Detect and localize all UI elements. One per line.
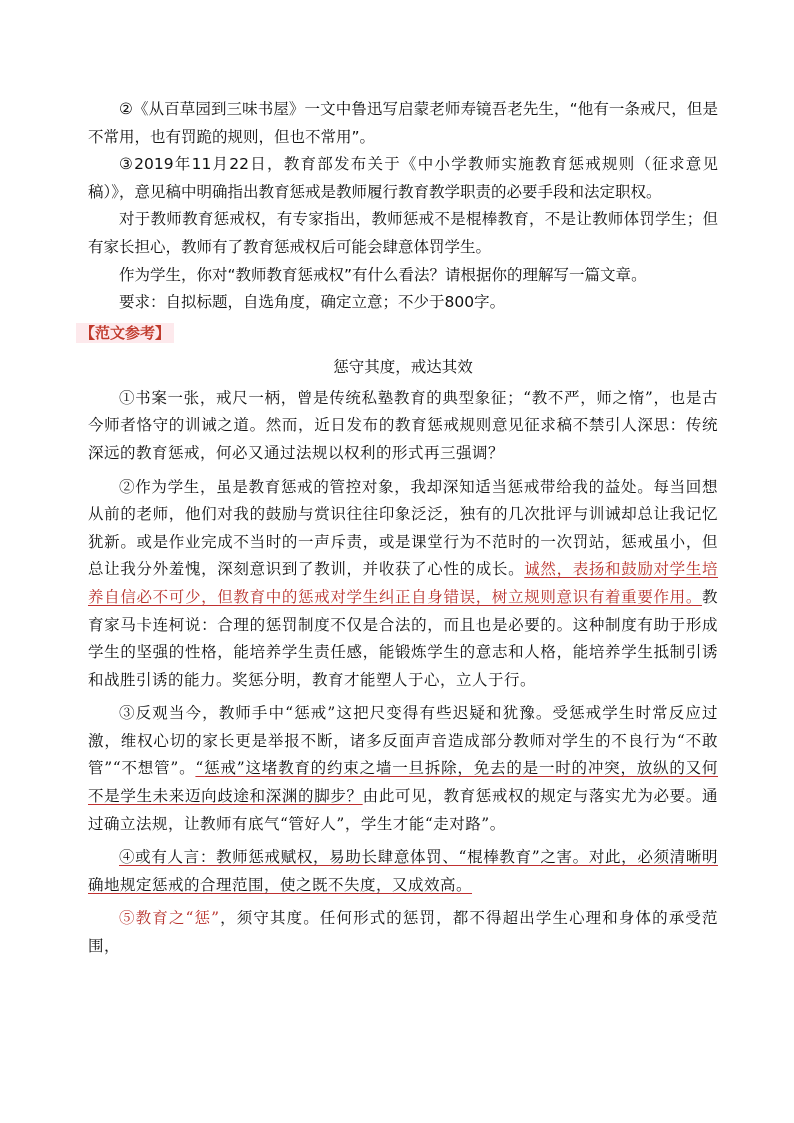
essay-paragraph-1: ①书案一张，戒尺一柄，曾是传统私塾教育的典型象征；“教不严，师之惰”，也是古今师者恪守的训诫之道。然而，近日发布的教育惩戒规则意见征求稿不禁引人深思：传统深远的教育惩戒，何必又通过法规以权利的形式再三强调？	[88, 388, 718, 462]
essay-underlined-sentence-1: 诚然，表扬和鼓励对学生培养自信必不可少，但教育中的惩戒对学生纠正自身错误，树立规则意识有着重要作用。	[88, 560, 718, 606]
essay-paragraph-2-tail: 教育家马卡连柯说：合理的惩罚制度不仅是合法的，而且也是必要的。这种制度有助于形成学生的坚强的性格，能培养学生责任感，能锻炼学生的意志和人格，能培养学生抵制引诱和战胜引诱的能力。奖惩分明，教育才能塑人于心，立人于行。	[88, 587, 718, 689]
essay-paragraph-4: ④或有人言：教师惩戒赋权，易助长肆意体罚、“棍棒教育”之害。对此，必须清晰明确地规定惩戒的合理范围，使之既不失度，又成效高。	[88, 848, 718, 894]
essay-paragraph-5-lead: ⑤教育之“惩”	[119, 909, 220, 928]
essay-paragraph-3-tail: 由此可见，教育惩戒权的规定与落实尤为必要。通过确立法规，让教师有底气“管好人”，学生才能“走对路”。	[88, 787, 718, 833]
section-tag: 【范文参考】	[76, 323, 174, 343]
essay-paragraph-3	[88, 700, 718, 838]
document-page	[80, 96, 718, 961]
essay-paragraph-5-text: ，须守其度。任何形式的惩罚，都不得超出学生心理和身体的承受范围，	[88, 909, 718, 956]
essay-paragraph-3-text: ③反观当今，教师手中“惩戒”这把尺变得有些迟疑和犹豫。受惩戒学生时常反应过激，维权心切的家长更是举报不断，诸多反面声音造成部分教师对学生的不良行为“不敢管”“不想管”。	[88, 704, 718, 778]
essay-underlined-sentence-2: “惩戒”这堵教育的约束之墙一旦拆除，免去的是一时的冲突，放纵的又何不是学生未来迈向歧途和深渊的脚步？	[88, 759, 718, 806]
prompt-paragraph-2: ③2019年11月22日，教育部发布关于《中小学教师实施教育惩戒规则（征求意见稿）》，意见稿中明确指出教育惩戒是教师履行教育教学职责的必要手段和法定职权。	[88, 155, 718, 201]
prompt-paragraph-3: 对于教师教育惩戒权，有专家指出，教师惩戒不是棍棒教育，不是让教师体罚学生；但有家长担心，教师有了教育惩戒权后可能会肆意体罚学生。	[88, 210, 718, 256]
prompt-paragraph-4: 作为学生，你对“教师教育惩戒权”有什么看法？请根据你的理解写一篇文章。	[119, 265, 647, 284]
essay-paragraph-2-text: ②作为学生，虽是教育惩戒的管控对象，我却深知适当惩戒带给我的益处。每当回想从前的老师，他们对我的鼓励与赏识往往印象泛泛，独有的几次批评与训诫却总让我记忆犹新。或是作业完成不当时的一声斥责，或是课堂行为不范时的一次罚站，惩戒虽小，但总让我分外羞愧，深刻意识到了教训，并收获了心性的成长。	[88, 477, 718, 579]
essay-title: 惩守其度，戒达其效	[333, 357, 473, 376]
essay-paragraph-2	[88, 474, 718, 695]
prompt-paragraph-5: 要求：自拟标题，自选角度，确定立意；不少于800字。	[119, 293, 506, 312]
prompt-paragraph-1: ②《从百草园到三味书屋》一文中鲁迅写启蒙老师寿镜吾老先生，“他有一条戒尺，但是不常用，也有罚跪的规则，但也不常用”。	[88, 100, 718, 146]
essay-paragraph-5	[88, 905, 718, 960]
